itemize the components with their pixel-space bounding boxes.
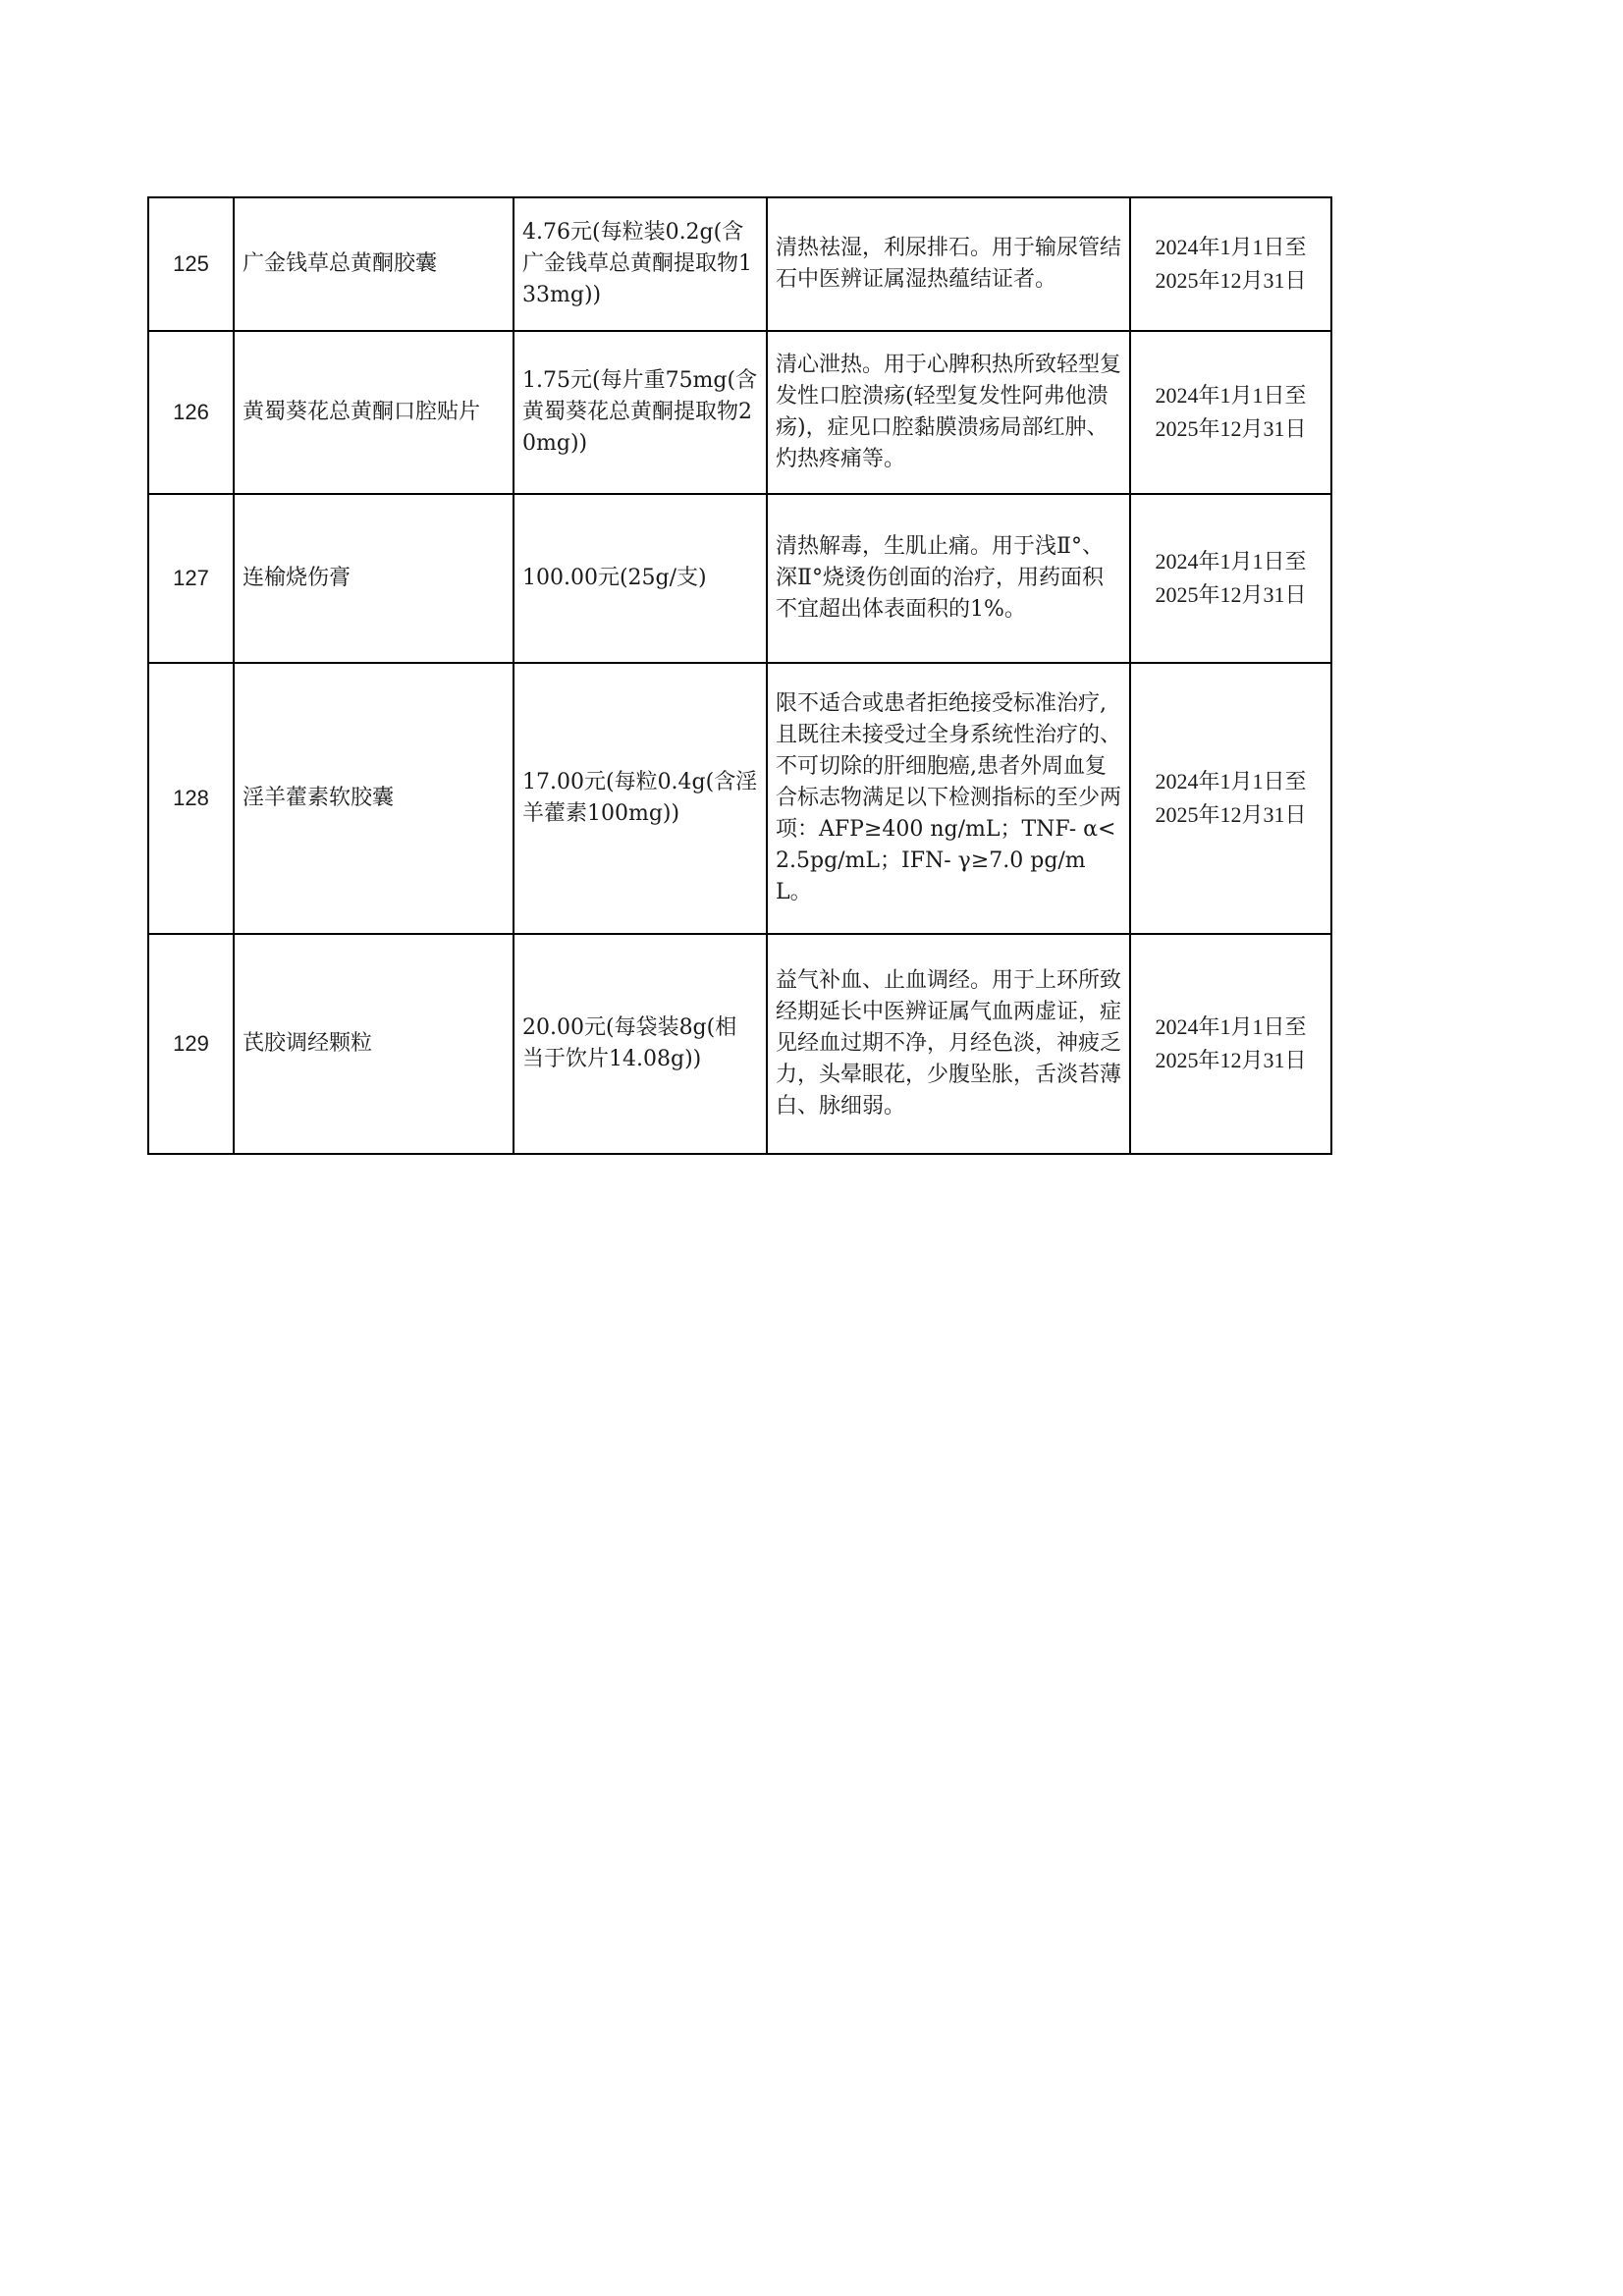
drug-price: 1.75元(每片重75mg(含黄蜀葵花总黄酮提取物20mg))	[514, 331, 767, 494]
validity-end: 2025年12月31日	[1155, 582, 1307, 607]
validity-period	[1130, 934, 1331, 1154]
table-row	[148, 197, 1331, 331]
row-number: 126	[148, 331, 234, 494]
drug-price: 100.00元(25g/支)	[514, 494, 767, 663]
validity-start: 2024年1月1日至	[1155, 1014, 1307, 1039]
table-row	[148, 934, 1331, 1154]
drug-indication: 益气补血、止血调经。用于上环所致经期延长中医辨证属气血两虚证，症见经血过期不净，月经色淡，神疲乏力，头晕眼花，少腹坠胀，舌淡苔薄白、脉细弱。	[767, 934, 1130, 1154]
validity-end: 2025年12月31日	[1155, 802, 1307, 827]
table-row	[148, 331, 1331, 494]
drug-name: 广金钱草总黄酮胶囊	[234, 197, 514, 331]
drug-indication: 清热祛湿，利尿排石。用于输尿管结石中医辨证属湿热蕴结证者。	[767, 197, 1130, 331]
drug-indication: 限不适合或患者拒绝接受标准治疗,且既往未接受过全身系统性治疗的、不可切除的肝细胞癌,患者外周血复合标志物满足以下检测指标的至少两项：AFP≥400 ng/mL；TNF- α<2.5pg/mL；IFN- γ≥7.0 pg/mL。	[767, 663, 1130, 934]
drug-name: 黄蜀葵花总黄酮口腔贴片	[234, 331, 514, 494]
validity-start: 2024年1月1日至	[1155, 383, 1307, 408]
validity-period	[1130, 663, 1331, 934]
validity-end: 2025年12月31日	[1155, 1048, 1307, 1072]
validity-start: 2024年1月1日至	[1155, 549, 1307, 574]
table-row	[148, 663, 1331, 934]
validity-end: 2025年12月31日	[1155, 268, 1307, 293]
drug-name: 淫羊藿素软胶囊	[234, 663, 514, 934]
drug-name: 芪胶调经颗粒	[234, 934, 514, 1154]
drug-price: 20.00元(每袋装8g(相当于饮片14.08g))	[514, 934, 767, 1154]
row-number: 125	[148, 197, 234, 331]
validity-period	[1130, 331, 1331, 494]
drug-table	[147, 196, 1332, 1155]
row-number: 129	[148, 934, 234, 1154]
drug-indication: 清热解毒，生肌止痛。用于浅Ⅱ°、深Ⅱ°烧烫伤创面的治疗，用药面积不宜超出体表面积的1%。	[767, 494, 1130, 663]
table-row	[148, 494, 1331, 663]
row-number: 128	[148, 663, 234, 934]
validity-end: 2025年12月31日	[1155, 416, 1307, 441]
validity-period	[1130, 197, 1331, 331]
drug-price: 4.76元(每粒装0.2g(含广金钱草总黄酮提取物133mg))	[514, 197, 767, 331]
drug-price: 17.00元(每粒0.4g(含淫羊藿素100mg))	[514, 663, 767, 934]
validity-start: 2024年1月1日至	[1155, 769, 1307, 793]
validity-period	[1130, 494, 1331, 663]
row-number: 127	[148, 494, 234, 663]
drug-name: 连榆烧伤膏	[234, 494, 514, 663]
drug-indication: 清心泄热。用于心脾积热所致轻型复发性口腔溃疡(轻型复发性阿弗他溃疡)，症见口腔黏膜溃疡局部红肿、灼热疼痛等。	[767, 331, 1130, 494]
validity-start: 2024年1月1日至	[1155, 235, 1307, 259]
